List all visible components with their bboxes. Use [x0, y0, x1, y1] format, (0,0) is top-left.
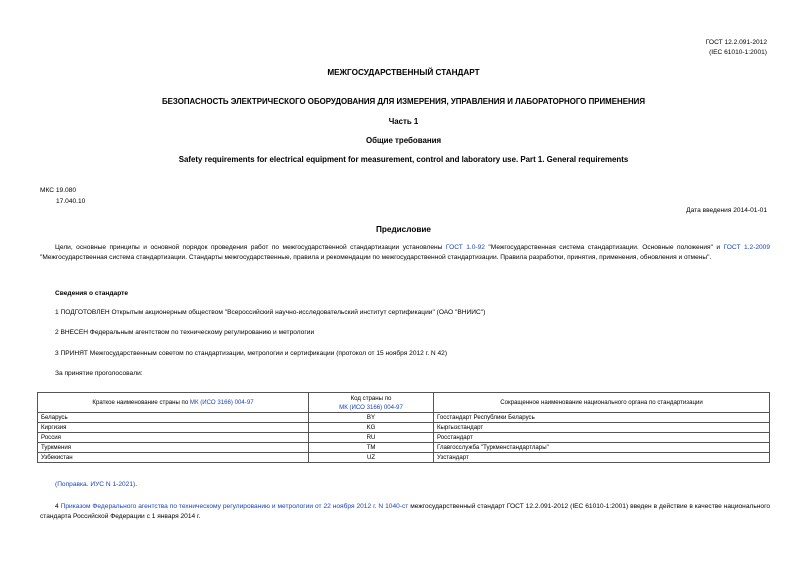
foreword-text-c: "Межгосударственная система стандартизации. Стандарты межгосударственные, правила и рекомендации по межгосударственной стандартизации. Правила разработки, принятия, применения, обновления и отмены".: [40, 254, 712, 261]
info-item-4: [40, 502, 770, 522]
code-cell: UZ: [309, 453, 434, 463]
body-cell: Росстандарт: [434, 433, 770, 443]
country-cell: Россия: [38, 433, 309, 443]
iec-code: (IEC 61010-1:2001): [709, 49, 767, 56]
code-cell: BY: [309, 413, 434, 423]
country-cell: Туркмения: [38, 443, 309, 453]
mk-iso-3166-link[interactable]: МК (ИСО 3166) 004-97: [189, 399, 254, 406]
part-heading: Часть 1: [388, 117, 419, 126]
voted-label: За принятие проголосовали:: [55, 370, 143, 377]
foreword-text-a: Цели, основные принципы и основной порядок проведения работ по межгосударственной стандартизации установлены: [55, 244, 446, 251]
mks-line-2: 17.040.10: [56, 198, 86, 205]
info-heading: Сведения о стандарте: [55, 290, 129, 297]
body-cell: Узстандарт: [434, 453, 770, 463]
table-row: [38, 423, 770, 433]
country-cell: Беларусь: [38, 413, 309, 423]
body-cell: Главгосслужба "Туркменстандартлары": [434, 443, 770, 453]
item-4-text: межгосударственный стандарт ГОСТ 12.2.091-2012 (IEC 61010-1:2001) введен в действие в качестве национального стандарта Российской Федерации с 1 января 2014 г.: [40, 503, 771, 520]
column-header-body: Сокращенное наименование национального органа по стандартизации: [434, 393, 770, 413]
table-row: [38, 413, 770, 423]
column-header-code-text: Код страны по: [350, 394, 392, 402]
country-cell: Узбекистан: [38, 453, 309, 463]
table-row: [38, 453, 770, 463]
info-item-1: 1 ПОДГОТОВЛЕН Открытым акционерным обществом "Всероссийский научно-исследовательский институт сертификации" (ОАО "ВНИИС"): [55, 309, 486, 316]
code-cell: RU: [309, 433, 434, 443]
info-item-3: 3 ПРИНЯТ Межгосударственным советом по стандартизации, метрологии и сертификации (протокол от 15 ноября 2012 г. N 42): [55, 350, 448, 357]
column-header-country-text: Краткое наименование страны по: [92, 399, 190, 406]
amendment-link[interactable]: (Поправка. ИУС N 1-2021): [55, 481, 136, 488]
body-cell: Госстандарт Республики Беларусь: [434, 413, 770, 423]
order-link[interactable]: Приказом Федерального агентства по техническому регулированию и метрологии от 22 ноября 2012 г. N 1040-ст: [60, 503, 409, 510]
code-cell: TM: [309, 443, 434, 453]
foreword-heading: Предисловие: [376, 225, 431, 234]
countries-table: [37, 392, 770, 463]
document-title: БЕЗОПАСНОСТЬ ЭЛЕКТРИЧЕСКОГО ОБОРУДОВАНИЯ ДЛЯ ИЗМЕРЕНИЯ, УПРАВЛЕНИЯ И ЛАБОРАТОРНОГО ПРИМЕНЕНИЯ: [161, 97, 646, 106]
gost-1-0-92-link[interactable]: ГОСТ 1.0-92: [445, 244, 485, 251]
mk-iso-3166-code-link[interactable]: МК (ИСО 3166) 004-97: [339, 403, 403, 411]
gost-1-2-2009-link[interactable]: ГОСТ 1.2-2009: [723, 244, 770, 251]
standard-type-heading: МЕЖГОСУДАРСТВЕННЫЙ СТАНДАРТ: [327, 68, 480, 77]
english-title: Safety requirements for electrical equipment for measurement, control and laboratory use. Part 1. General requirements: [178, 155, 629, 164]
table-header-row: [38, 393, 770, 413]
item-4-prefix: 4: [55, 503, 61, 510]
amendment-tail: .: [135, 481, 138, 488]
column-header-code: [309, 393, 434, 413]
country-cell: Киргизия: [38, 423, 309, 433]
foreword-text-b: "Межгосударственная система стандартизации. Основные положения" и: [484, 244, 724, 251]
mks-codes: [40, 185, 85, 207]
amendment-line: [55, 481, 137, 488]
foreword-paragraph: [40, 243, 770, 263]
info-item-2: 2 ВНЕСЕН Федеральным агентством по техническому регулированию и метрологии: [55, 329, 315, 336]
document-code-block: [567, 38, 767, 58]
mks-line-1: МКС 19.080: [40, 187, 77, 194]
table-row: [38, 433, 770, 443]
table-row: [38, 443, 770, 453]
code-cell: KG: [309, 423, 434, 433]
body-cell: Кыргызстандарт: [434, 423, 770, 433]
introduction-date: Дата введения 2014-01-01: [686, 207, 767, 214]
column-header-country: [38, 393, 309, 413]
gost-code: ГОСТ 12.2.091-2012: [705, 39, 767, 46]
subtitle-heading: Общие требования: [365, 136, 442, 145]
